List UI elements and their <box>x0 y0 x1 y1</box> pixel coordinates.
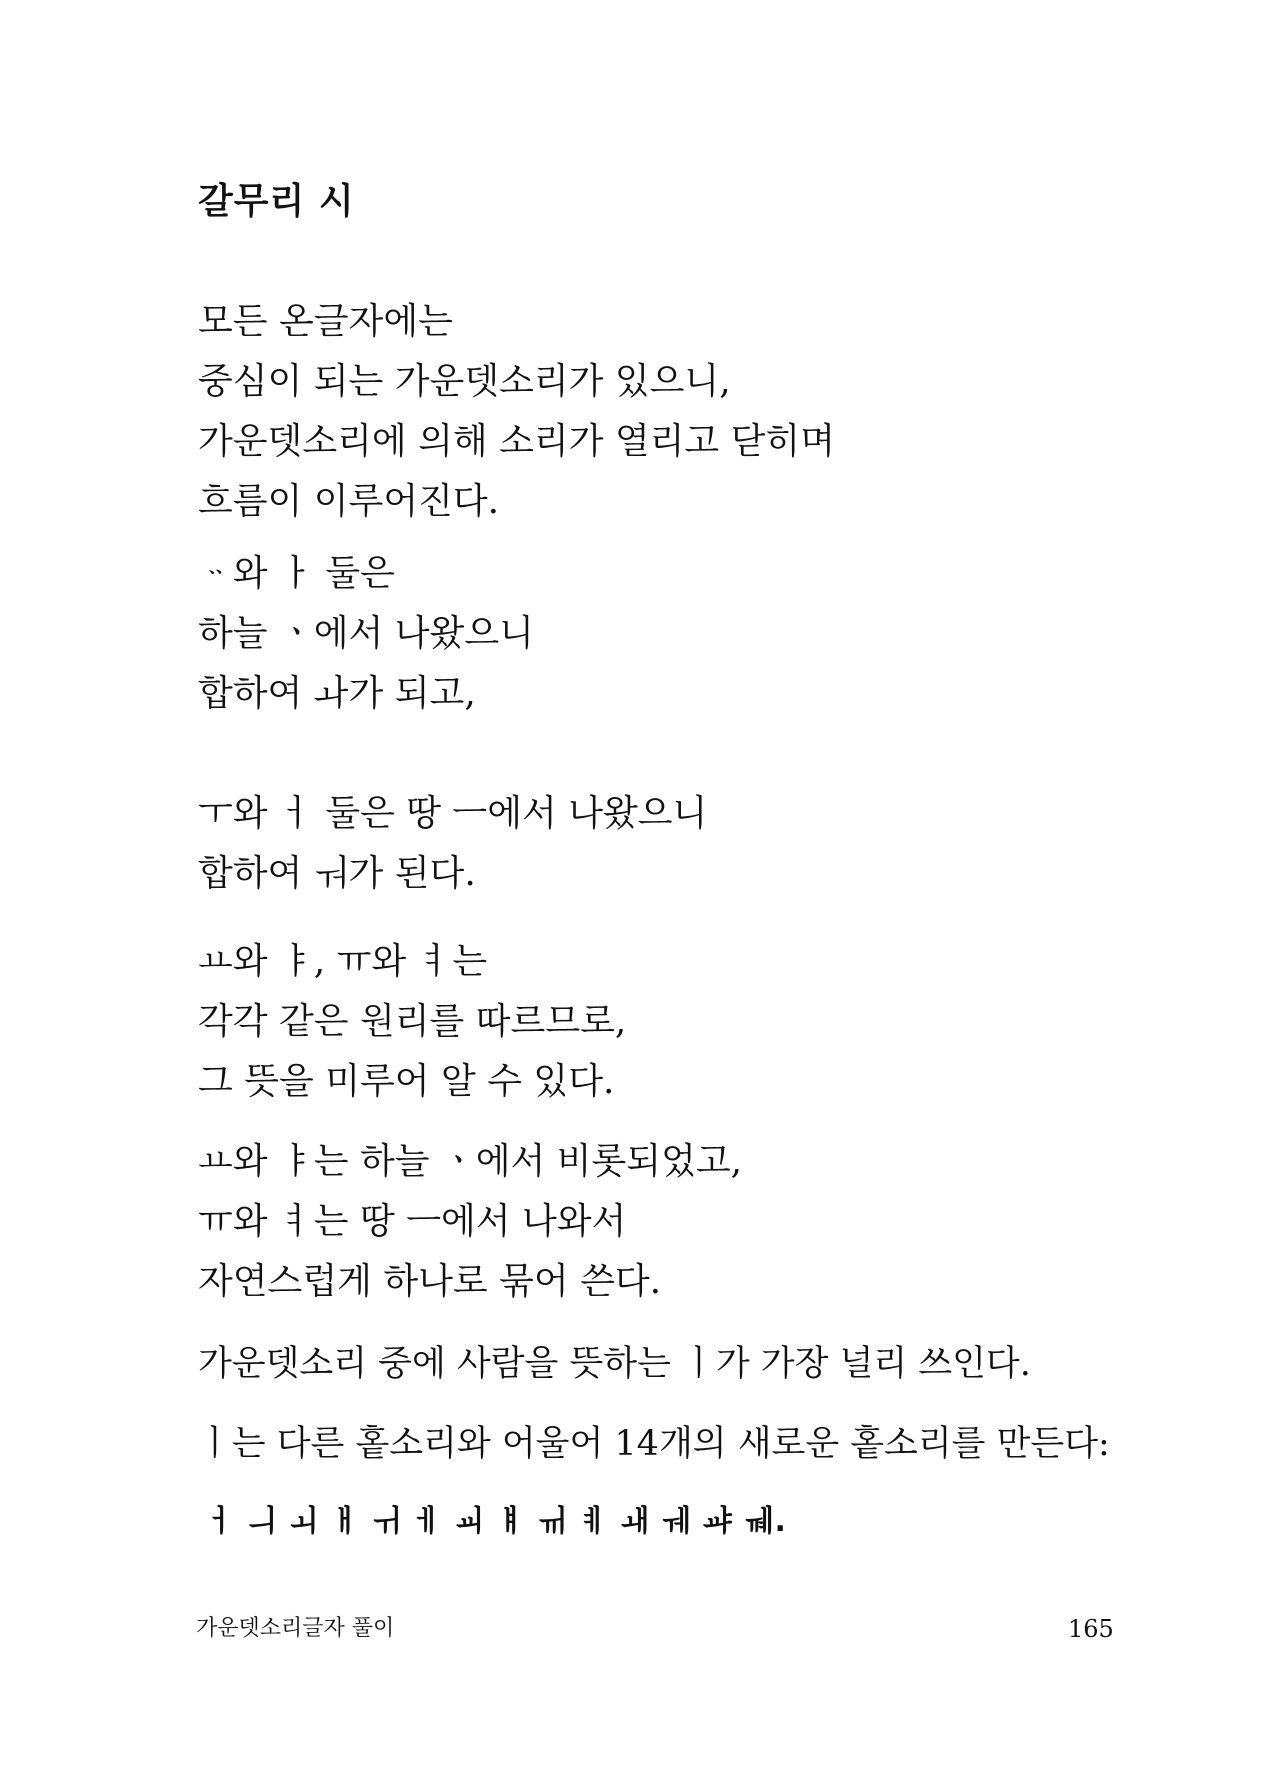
poem-line: 가운뎃소리에 의해 소리가 열리고 닫히며 <box>198 421 835 462</box>
poem-line: 합하여 ㅘ가 되고, <box>198 673 476 714</box>
poem-line: 각각 같은 원리를 따르므로, <box>198 1001 627 1042</box>
running-footer-section: 가운뎃소리글자 풀이 <box>196 1616 395 1641</box>
compound-vowel-list: ㅓ ㅢ ㅚ ㅐ ㅟ ㅔ ㆉ ㅒ ㆌ ㅖ ㅙ ㅞ ㆇ ㆋ. <box>206 1504 787 1539</box>
poem-line: ㅠ와 ㅕ는 땅 ㅡ에서 나와서 <box>198 1201 627 1242</box>
poem-line: ᆢ와 ㅏ 둘은 <box>198 553 395 594</box>
poem-line: 하늘 ㆍ에서 나왔으니 <box>198 613 534 654</box>
poem-line: 흐름이 이루어진다. <box>198 481 500 522</box>
poem-line: 가운뎃소리 중에 사람을 뜻하는 ㅣ가 가장 널리 쓰인다. <box>198 1344 1031 1384</box>
poem-line: ㅜ와 ㅓ 둘은 땅 ㅡ에서 나왔으니 <box>198 793 708 834</box>
page-number: 165 <box>1068 1615 1114 1643</box>
poem-line: ㅛ와 ㅑ, ㅠ와 ㅕ는 <box>198 941 488 982</box>
poem-line: ㅛ와 ㅑ는 하늘 ㆍ에서 비롯되었고, <box>198 1141 743 1182</box>
poem-line: 중심이 되는 가운뎃소리가 있으니, <box>198 361 731 402</box>
poem-line: 모든 온글자에는 <box>198 301 453 342</box>
poem-line: 자연스럽게 하나로 묶어 쓴다. <box>198 1261 662 1302</box>
section-title: 갈무리 시 <box>198 181 355 222</box>
poem-line: 그 뜻을 미루어 알 수 있다. <box>198 1061 615 1102</box>
poem-line: 합하여 ㅝ가 된다. <box>198 853 476 894</box>
poem-line: ㅣ는 다른 홑소리와 어울어 14개의 새로운 홑소리를 만든다: <box>198 1424 1110 1464</box>
